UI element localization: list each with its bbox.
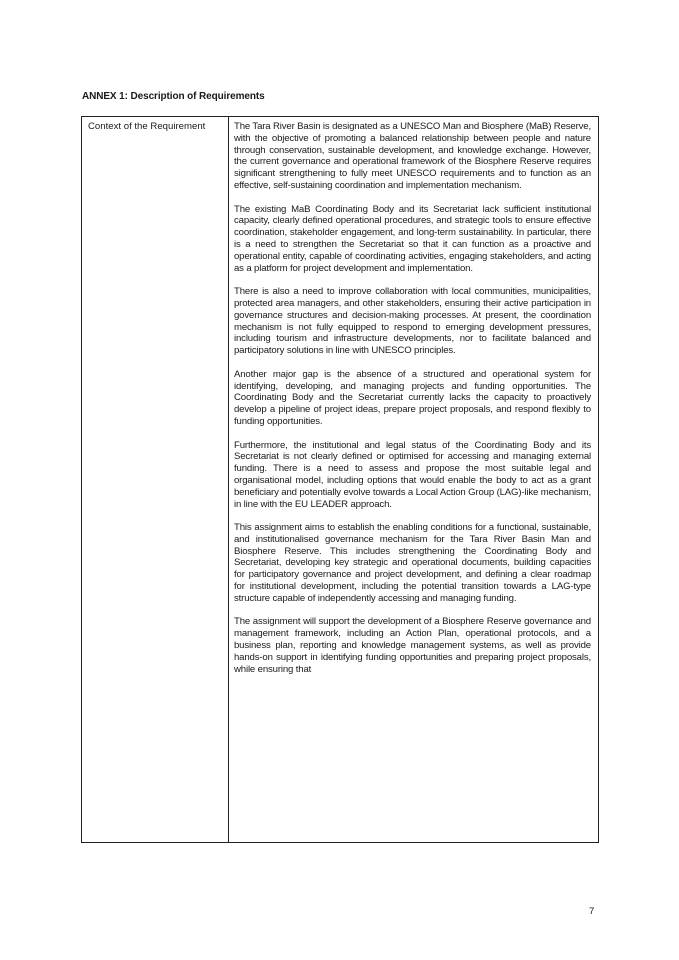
annex-heading: ANNEX 1: Description of Requirements	[82, 91, 265, 102]
requirements-table	[81, 116, 599, 843]
requirement-label-cell: Context of the Requirement	[82, 117, 229, 842]
paragraph-legal-status: Furthermore, the institutional and legal status of the Coordinating Body and its Secretariat is not clearly defined or optimised for accessing and managing external funding. There is a need to assess and propose the most suitable legal and organisational model, including options that would enable the body to act as a grant beneficiary and potentially evolve towards a Local Action Group (LAG)-like mechanism, in line with the EU LEADER approach.	[234, 439, 591, 510]
paragraph-designation: The Tara River Basin is designated as a UNESCO Man and Biosphere (MaB) Reserve, with the objective of promoting a balanced relationship between people and nature through conservation, sustainable development, and knowledge exchange. However, the current governance and operational framework of the Biosphere Reserve requires significant strengthening to fully meet UNESCO requirements and to function as an effective, self-sustaining coordination and implementation mechanism.	[234, 121, 591, 191]
page-number: 7	[589, 906, 595, 917]
paragraph-collaboration: There is also a need to improve collaboration with local communities, municipalities, protected area managers, and other stakeholders, ensuring their active participation in governance structures and decision-making processes. At present, the coordination mechanism is not fully equipped to respond to emerging development pressures, including tourism and infrastructure developments, nor to facilitate balanced and participatory solutions in line with UNESCO principles.	[234, 286, 591, 357]
paragraph-assignment-aims: This assignment aims to establish the enabling conditions for a functional, sustainable, and institutionalised governance mechanism for the Tara River Basin Man and Biosphere Reserve. This includes strengthening the Coordinating Body and Secretariat, developing key strategic and operational documents, building capacities for participatory governance and project development, and defining a clear roadmap for institutional development, including the potential transition towards a LAG-type structure capable of independently accessing and managing funding.	[234, 522, 591, 604]
paragraph-capacity: The existing MaB Coordinating Body and its Secretariat lack sufficient institutional capacity, clearly defined operational procedures, and strategic tools to ensure effective coordination, stakeholder engagement, and long-term sustainability. In particular, there is a need to strengthen the Secretariat so that it can function as a proactive and operational entity, capable of coordinating activities, engaging stakeholders, and acting as a platform for project development and implementation.	[234, 203, 591, 274]
requirement-description-cell	[229, 117, 598, 842]
paragraph-funding-gap: Another major gap is the absence of a structured and operational system for identifying, developing, and managing projects and funding opportunities. The Coordinating Body and the Secretariat currently lacks the capacity to proactively develop a pipeline of project ideas, prepare project proposals, and respond flexibly to funding opportunities.	[234, 368, 591, 427]
paragraph-assignment-support: The assignment will support the development of a Biosphere Reserve governance and management framework, including an Action Plan, operational protocols, and a business plan, reporting and knowledge management systems, as well as provide hands-on support in identifying funding opportunities and preparing project proposals, while ensuring that	[234, 616, 591, 675]
